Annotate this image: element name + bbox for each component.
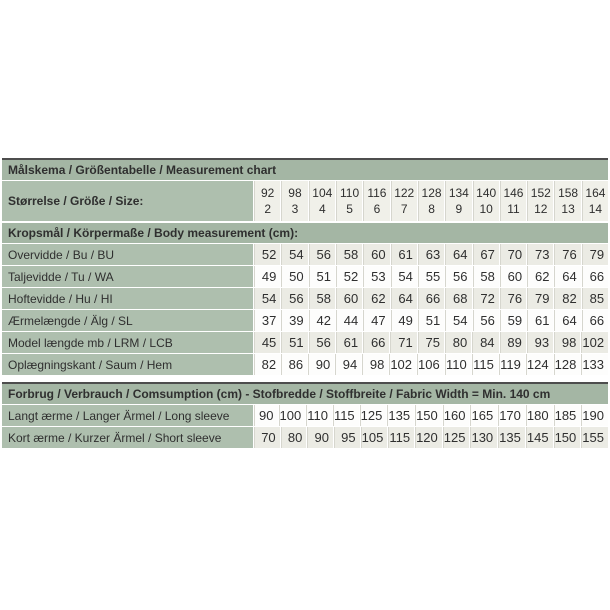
- consumption-header: Forbrug / Verbrauch / Comsumption (cm) - Stofbredde / Stoffbreite / Fabric Width = Min. 140 cm: [2, 384, 608, 404]
- value-cell: 115: [333, 405, 359, 426]
- value-cell: 160: [443, 405, 470, 426]
- value-cell: 45: [254, 332, 280, 353]
- size-cell: 134 9: [445, 181, 471, 221]
- value-cell: 98: [362, 354, 388, 375]
- value-cell: 86: [281, 354, 307, 375]
- value-cell: 102: [581, 332, 608, 353]
- value-cell: 80: [281, 427, 307, 448]
- value-cell: 49: [254, 266, 280, 287]
- size-cell: 146 11: [500, 181, 526, 221]
- value-cell: 82: [254, 354, 280, 375]
- value-cell: 150: [554, 427, 581, 448]
- row-label: Model længde mb / LRM / LCB: [2, 332, 253, 353]
- value-cell: 44: [336, 310, 362, 331]
- value-cell: 60: [500, 266, 526, 287]
- value-cell: 51: [418, 310, 444, 331]
- value-cell: 79: [582, 244, 608, 265]
- value-cell: 54: [391, 266, 417, 287]
- value-cell: 70: [254, 427, 280, 448]
- table-row: [2, 427, 608, 448]
- size-cell: 104 4: [309, 181, 335, 221]
- value-cell: 70: [500, 244, 526, 265]
- value-cell: 56: [309, 332, 335, 353]
- value-cell: 61: [391, 244, 417, 265]
- table-row: [2, 354, 608, 375]
- value-cell: 60: [363, 244, 389, 265]
- value-cell: 105: [361, 427, 388, 448]
- value-cell: 72: [473, 288, 499, 309]
- value-cell: 56: [473, 310, 499, 331]
- value-cell: 110: [306, 405, 332, 426]
- value-cell: 56: [309, 244, 335, 265]
- value-cell: 115: [388, 427, 414, 448]
- value-cell: 125: [443, 427, 470, 448]
- table-row: [2, 405, 608, 426]
- row-label: Oplægningskant / Saum / Hem: [2, 354, 253, 375]
- value-cell: 94: [335, 354, 361, 375]
- value-cell: 64: [391, 288, 417, 309]
- value-cell: 39: [281, 310, 307, 331]
- value-cell: 165: [470, 405, 497, 426]
- value-cell: 58: [473, 266, 499, 287]
- value-cell: 54: [445, 310, 471, 331]
- value-cell: 75: [418, 332, 444, 353]
- value-cell: 128: [554, 354, 581, 375]
- value-cell: 66: [582, 310, 608, 331]
- row-values: [253, 354, 608, 375]
- size-row: [2, 181, 608, 221]
- size-cell: 164 14: [582, 181, 608, 221]
- value-cell: 66: [363, 332, 389, 353]
- value-cell: 130: [470, 427, 497, 448]
- table-row: [2, 310, 608, 331]
- row-label: Hoftevidde / Hu / HI: [2, 288, 253, 309]
- row-values: [253, 427, 608, 448]
- size-row-label: Størrelse / Größe / Size:: [2, 181, 253, 221]
- size-cell: 152 12: [527, 181, 553, 221]
- row-label: Ærmelængde / Älg / SL: [2, 310, 253, 331]
- value-cell: 52: [254, 244, 280, 265]
- row-values: [253, 332, 608, 353]
- value-cell: 64: [445, 244, 471, 265]
- value-cell: 115: [472, 354, 498, 375]
- value-cell: 62: [527, 266, 553, 287]
- value-cell: 56: [445, 266, 471, 287]
- size-cell: 92 2: [254, 181, 280, 221]
- value-cell: 180: [526, 405, 553, 426]
- value-cell: 84: [472, 332, 498, 353]
- size-cell: 110 5: [336, 181, 362, 221]
- value-cell: 60: [336, 288, 362, 309]
- value-cell: 64: [554, 266, 580, 287]
- value-cell: 185: [554, 405, 581, 426]
- value-cell: 68: [445, 288, 471, 309]
- row-label: Taljevidde / Tu / WA: [2, 266, 253, 287]
- value-cell: 190: [581, 405, 608, 426]
- value-cell: 120: [415, 427, 442, 448]
- value-cell: 145: [526, 427, 553, 448]
- value-cell: 100: [279, 405, 306, 426]
- value-cell: 135: [498, 427, 525, 448]
- value-cell: 155: [581, 427, 608, 448]
- value-cell: 51: [281, 332, 307, 353]
- value-cell: 53: [363, 266, 389, 287]
- row-values: [253, 244, 608, 265]
- value-cell: 52: [336, 266, 362, 287]
- value-cell: 133: [581, 354, 608, 375]
- size-cells: [253, 181, 608, 221]
- size-cell: 158 13: [554, 181, 580, 221]
- value-cell: 90: [307, 427, 333, 448]
- size-cell: 116 6: [363, 181, 389, 221]
- value-cell: 90: [308, 354, 334, 375]
- value-cell: 125: [360, 405, 387, 426]
- value-cell: 71: [390, 332, 416, 353]
- value-cell: 170: [498, 405, 525, 426]
- value-cell: 150: [415, 405, 442, 426]
- measurement-chart-title: Målskema / Größentabelle / Measurement chart: [2, 160, 608, 180]
- value-cell: 50: [281, 266, 307, 287]
- value-cell: 119: [499, 354, 525, 375]
- value-cell: 82: [554, 288, 580, 309]
- value-cell: 61: [527, 310, 553, 331]
- consumption-table: [2, 382, 608, 448]
- table-row: [2, 266, 608, 287]
- value-cell: 51: [309, 266, 335, 287]
- row-values: [253, 405, 608, 426]
- value-cell: 135: [387, 405, 414, 426]
- value-cell: 66: [418, 288, 444, 309]
- value-cell: 58: [309, 288, 335, 309]
- value-cell: 66: [582, 266, 608, 287]
- value-cell: 80: [445, 332, 471, 353]
- row-values: [253, 288, 608, 309]
- value-cell: 62: [363, 288, 389, 309]
- size-cell: 98 3: [281, 181, 307, 221]
- table-row: [2, 288, 608, 309]
- row-label: Langt ærme / Langer Ärmel / Long sleeve: [2, 405, 253, 426]
- value-cell: 56: [281, 288, 307, 309]
- row-label: Overvidde / Bu / BU: [2, 244, 253, 265]
- value-cell: 61: [336, 332, 362, 353]
- value-cell: 95: [334, 427, 360, 448]
- value-cell: 63: [418, 244, 444, 265]
- value-cell: 85: [582, 288, 608, 309]
- value-cell: 58: [336, 244, 362, 265]
- row-values: [253, 266, 608, 287]
- value-cell: 124: [526, 354, 553, 375]
- value-cell: 90: [254, 405, 278, 426]
- size-cell: 140 10: [473, 181, 499, 221]
- value-cell: 55: [418, 266, 444, 287]
- body-measurement-header: Kropsmål / Körpermaße / Body measurement (cm):: [2, 223, 608, 243]
- measurement-table: [2, 158, 608, 375]
- row-values: [253, 310, 608, 331]
- value-cell: 106: [417, 354, 444, 375]
- value-cell: 76: [500, 288, 526, 309]
- value-cell: 59: [500, 310, 526, 331]
- value-cell: 49: [391, 310, 417, 331]
- consumption-rows: [2, 405, 608, 448]
- table-row: [2, 244, 608, 265]
- body-measurement-rows: [2, 244, 608, 375]
- value-cell: 37: [254, 310, 280, 331]
- size-cell: 122 7: [391, 181, 417, 221]
- value-cell: 79: [527, 288, 553, 309]
- value-cell: 89: [500, 332, 526, 353]
- value-cell: 76: [554, 244, 580, 265]
- size-cell: 128 8: [418, 181, 444, 221]
- value-cell: 54: [281, 244, 307, 265]
- table-row: [2, 332, 608, 353]
- value-cell: 54: [254, 288, 280, 309]
- value-cell: 102: [389, 354, 416, 375]
- value-cell: 42: [309, 310, 335, 331]
- value-cell: 67: [473, 244, 499, 265]
- value-cell: 64: [554, 310, 580, 331]
- value-cell: 73: [527, 244, 553, 265]
- value-cell: 110: [445, 354, 471, 375]
- value-cell: 47: [363, 310, 389, 331]
- value-cell: 93: [527, 332, 553, 353]
- row-label: Kort ærme / Kurzer Ärmel / Short sleeve: [2, 427, 253, 448]
- value-cell: 98: [554, 332, 580, 353]
